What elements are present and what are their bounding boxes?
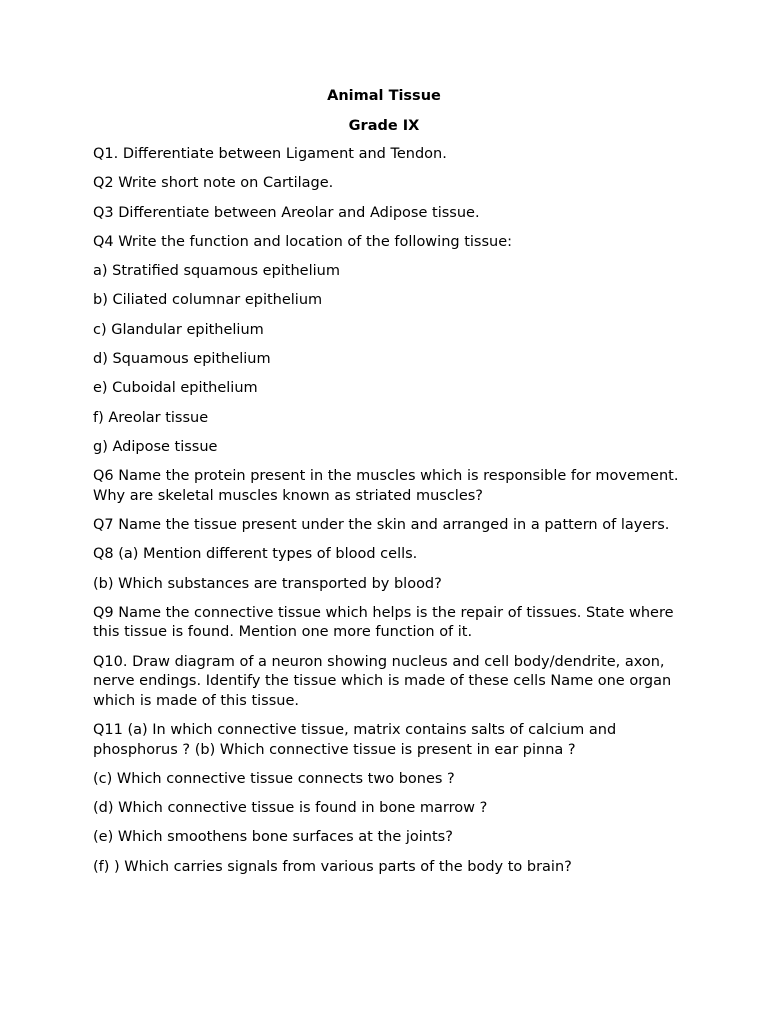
- paragraph-q11-f: (f) ) Which carries signals from various parts of the body to brain?: [93, 858, 572, 875]
- document-subtitle: Grade IX: [348, 118, 420, 134]
- paragraph-q1: Q1. Differentiate between Ligament and Tendon.: [93, 146, 447, 162]
- paragraph-q4-c: c) Glandular epithelium: [93, 321, 264, 338]
- document-title: Animal Tissue: [327, 88, 441, 104]
- paragraph-q10: Q10. Draw diagram of a neuron showing nucleus and cell body/dendrite, axon, nerve endings. Identify the tissue which is made of these cells Name one organ which is made of this tissue.: [93, 653, 672, 709]
- paragraph-q4: Q4 Write the function and location of the following tissue:: [93, 233, 513, 250]
- paragraph-q4-a: a) Stratified squamous epithelium: [93, 263, 340, 280]
- paragraph-q4-b: b) Ciliated columnar epithelium: [93, 292, 323, 309]
- paragraph-q11-c: (c) Which connective tissue connects two bones ?: [93, 770, 455, 787]
- paragraph-q4-g: g) Adipose tissue: [93, 438, 218, 455]
- paragraph-q4-d: d) Squamous epithelium: [93, 351, 271, 368]
- paragraph-q7: Q7 Name the tissue present under the skin and arranged in a pattern of layers.: [93, 517, 670, 534]
- paragraph-q11-d: (d) Which connective tissue is found in bone marrow ?: [93, 800, 488, 817]
- paragraph-q4-e: e) Cuboidal epithelium: [93, 380, 258, 397]
- paragraph-q2: Q2 Write short note on Cartilage.: [93, 175, 334, 192]
- paragraph-q8-b: (b) Which substances are transported by blood?: [93, 575, 442, 592]
- paragraph-q11-ab: Q11 (a) In which connective tissue, matrix contains salts of calcium and phosphorus ? (b) Which connective tissue is present in ear pinna ?: [93, 722, 617, 758]
- paragraph-q3: Q3 Differentiate between Areolar and Adipose tissue.: [93, 204, 480, 221]
- paragraph-q4-f: f) Areolar tissue: [93, 409, 209, 426]
- paragraph-q8-a: Q8 (a) Mention different types of blood cells.: [93, 546, 418, 563]
- paragraph-q9: Q9 Name the connective tissue which helps is the repair of tissues. State where this tissue is found. Mention one more function of it.: [93, 604, 674, 641]
- paragraph-q6: Q6 Name the protein present in the muscles which is responsible for movement. Why are skeletal muscles known as striated muscles?: [93, 468, 679, 504]
- paragraph-q11-e: (e) Which smoothens bone surfaces at the joints?: [93, 829, 453, 846]
- question-list: [93, 145, 683, 887]
